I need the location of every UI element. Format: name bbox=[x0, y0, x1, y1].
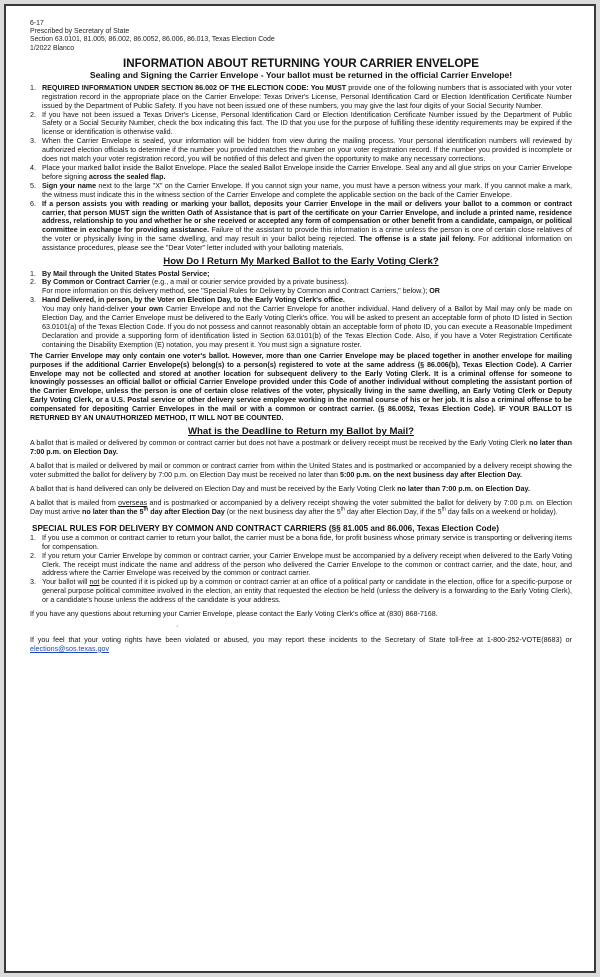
instruction-item: 5. Sign your name next to the large "X" on the Carrier Envelope. If you cannot sign your name, you must have a person witness your mark. If you cannot make a mark, the witness must indicate this in the witness section of the Carrier Envelope and complete the applicable section on the back of the Carrier Envelope. bbox=[30, 181, 572, 199]
deadline-paragraph: A ballot that is mailed or delivered by mail or common or contract carrier from within the United States and is postmarked or accompanied by a delivery receipt showing the voter submitted the ballot for delivery by 7:00 p.m. on Election Day must be received no later than 5:00 p.m. on the next business day after Election Day. bbox=[30, 462, 572, 480]
special-rules-heading: SPECIAL RULES FOR DELIVERY BY COMMON AND CONTRACT CARRIERS (§§ 81.005 and 86.006, Texas Election Code) bbox=[32, 523, 499, 533]
sos-email-link[interactable]: elections@sos.texas.gov bbox=[30, 644, 110, 653]
special-rule-item: 1. If you use a common or contract carrier to return your ballot, the carrier must be a bona fide, for profit business whose primary service is transporting or delivering items for compensation. bbox=[30, 533, 572, 551]
deadline-paragraph: A ballot that is hand delivered can only be delivered on Election Day and must be received by the Early Voting Clerk no later than 7:00 p.m. on Election Day. bbox=[30, 485, 530, 494]
special-rule-item: 2. If you return your Carrier Envelope by common or contract carrier, your Carrier Envelope must be accompanied by a delivery receipt when delivered to the Early Voting Clerk. The receipt must indicate the name and address of the person who delivered the Carrier Envelope to the common or contract carrier, and the date, hour, and address where the Carrier Envelope was received by the common or contract carrier. bbox=[30, 551, 572, 578]
instruction-item: 2. If you have not been issued a Texas Driver's License, Personal Identification Card or Election Identification Certificate Number issued by the Department of Public Safety or a Social Security Number, check the box indicating this fact. The ID that you use for the purpose of fulfilling these identity requirements may be expired if the license or identification is otherwise valid. bbox=[30, 110, 572, 137]
revision: 1/2022 Blanco bbox=[30, 44, 75, 52]
questions-contact: If you have any questions about returning your Carrier Envelope, please contact the Early Voting Clerk's office at (830) 868-7168. bbox=[30, 610, 438, 619]
page-subtitle: Sealing and Signing the Carrier Envelope - Your ballot must be returned in the official Carrier Envelope! bbox=[89, 69, 513, 80]
instruction-item: 3. When the Carrier Envelope is sealed, your information will be hidden from view during the mailing process. Your personal identification numbers will reviewed by authorized election officials to determine if the number you provided matches the number on your voter registration record. If the number you provided is incomplete or does not match your voter registration record, you will be notified of this defect and given the opportunity to make any necessary corrections. bbox=[30, 137, 572, 164]
deadline-paragraph: A ballot that is mailed from overseas and is postmarked or accompanied by a delivery receipt showing the voter submitted the ballot for delivery by 7:00 p.m. on Election Day must arrive no later than the 5th day after Election Day (or the next business day after the 5th day after Election Day, if the 5th day falls on a weekend or holiday). bbox=[30, 498, 572, 516]
form-number: 6-17 bbox=[30, 20, 44, 27]
deadline-paragraph: A ballot that is mailed or delivered by common or contract carrier but does not have a postmark or delivery receipt must be received by the Early Voting Clerk no later than 7:00 p.m. on Election Day. bbox=[30, 439, 572, 457]
prescribed-by: Prescribed by Secretary of State bbox=[30, 28, 130, 36]
special-rules-list bbox=[30, 534, 572, 605]
return-method-item: 2. By Common or Contract Carrier (e.g., a mail or courier service provided by a private business). For more information on this delivery method, see "Special Rules for Delivery by Common and Contract Carriers," below.); OR bbox=[30, 278, 440, 296]
return-method-item: 3. Hand Delivered, in person, by the Voter on Election Day, to the Early Voting Clerk's office. You may only hand-deliver your own Carrier Envelope and not the Carrier Envelope for another individual. Hand delivery of a Ballot by Mail may only be made on Election Day, and the Carrier Envelope must be delivered to the Early Voting Clerk's office. You will be asked to present an acceptable form of photo ID listed in Section 63.0101(a) of the Texas Election Code. If you do not possess and cannot reasonably obtain an acceptable form of photo ID, you can execute a Reasonable Impediment Declaration and provide a supporting form of identification listed in Section 63.0101(b) of the Texas Election Code. Also, if you have a Voter Registration Certificate containing the Disability Exemption (E) notation, you may present it. You must sign a signature roster. bbox=[30, 296, 572, 349]
instruction-list bbox=[30, 84, 572, 253]
deadline-heading: What is the Deadline to Return my Ballot by Mail? bbox=[187, 425, 414, 437]
instruction-item: 4. Place your marked ballot inside the Ballot Envelope. Place the sealed Ballot Envelope inside the Carrier Envelope. Seal any and all glue strips on your Carrier Envelope before signing across the sealed flap. bbox=[30, 163, 572, 181]
return-methods-list bbox=[30, 270, 572, 350]
stray-mark: · bbox=[176, 621, 179, 630]
document-page bbox=[4, 4, 596, 973]
carrier-envelope-warning: The Carrier Envelope may only contain one voter's ballot. However, more than one Carrier Envelope may be placed together in another envelope for mailing purposes if the additional Carrier Envelope(s) belong(s) to a person(s) registered to vote at the same address (§ 86.006(b), Texas Election Code). A Carrier Envelope may not be collected and stored at another location for subsequent delivery to the Early Voting Clerk. It is a criminal offense for someone to knowingly possesses an official ballot or official Carrier Envelope provided under this Code of another individual without completing the assistant portion of the Carrier Envelope, unless the person is one of certain close relatives of the voter, physically living in the same dwelling, an Early Voting Clerk or Deputy Early Voting Clerk, or a U.S. Postal service or other delivery service employee working in the normal course of his or her job. It is also a criminal offense to be compensated for depositing Carrier Envelopes in the mail or with a common or contract carrier. (§ 86.0052, Texas Election Code). IF YOUR BALLOT IS RETURNED BY AN UNAUTHORIZED METHOD, IT WILL NOT BE COUNTED. bbox=[30, 351, 572, 423]
instruction-item: 6. If a person assists you with reading or marking your ballot, deposits your Carrier Envelope in the mail or delivers your ballot to a common or contract carrier, that person MUST sign the written Oath of Assistance that is part of the certificate on your Carrier Envelope, and include a printed name, residence address, relationship to you and whether he or she received or accepted any form of compensation or other benefit from a candidate, campaign, or political committee in exchange for providing assistance. Failure of the assistant to provide this information is a crime unless the person is one of certain close relatives of the voter or physically living in the same dwelling, and may result in your ballot being rejected. The offense is a state jail felony. For additional information on assistance procedures, please see the "Dear Voter" letter included with your balloting materials. bbox=[30, 199, 573, 253]
section-codes: Section 63.0101, 81.005, 86.002, 86.0052, 86.006, 86.013, Texas Election Code bbox=[30, 36, 275, 44]
return-method-item: 1. By Mail through the United States Postal Service; bbox=[30, 269, 210, 278]
special-rule-item: 3. Your ballot will not be counted if it is picked up by a common or contract carrier at an office of a political party or candidate in the election, office for a specific-purpose or general purpose political committee involved in the election, an entity that requested the election be held (unless the delivery is a forwarding to the Early Voting Clerk), or a candidate's house unless the address of the candidate is your address. bbox=[30, 578, 573, 605]
instruction-item: 1. REQUIRED INFORMATION UNDER SECTION 86.002 OF THE ELECTION CODE: You MUST provide one of the following numbers that is associated with your voter registration record in the appropriate place on the Carrier Envelope: Texas Driver's License, Personal Identification Card or Election Identification Certificate Number issued by the Department of Public Safety. If you have not been issued one of these numbers, you may give the last four digits of your Social Security Number. bbox=[30, 83, 572, 110]
page-title: INFORMATION ABOUT RETURNING YOUR CARRIER ENVELOPE bbox=[123, 56, 479, 70]
form-header bbox=[30, 20, 572, 53]
rights-footer: If you feel that your voting rights have been violated or abused, you may report these incidents to the Secretary of State toll-free at 1-800-252-VOTE(8683) or elections@sos.texas.gov bbox=[30, 635, 572, 653]
return-methods-heading: How Do I Return My Marked Ballot to the Early Voting Clerk? bbox=[163, 256, 439, 268]
